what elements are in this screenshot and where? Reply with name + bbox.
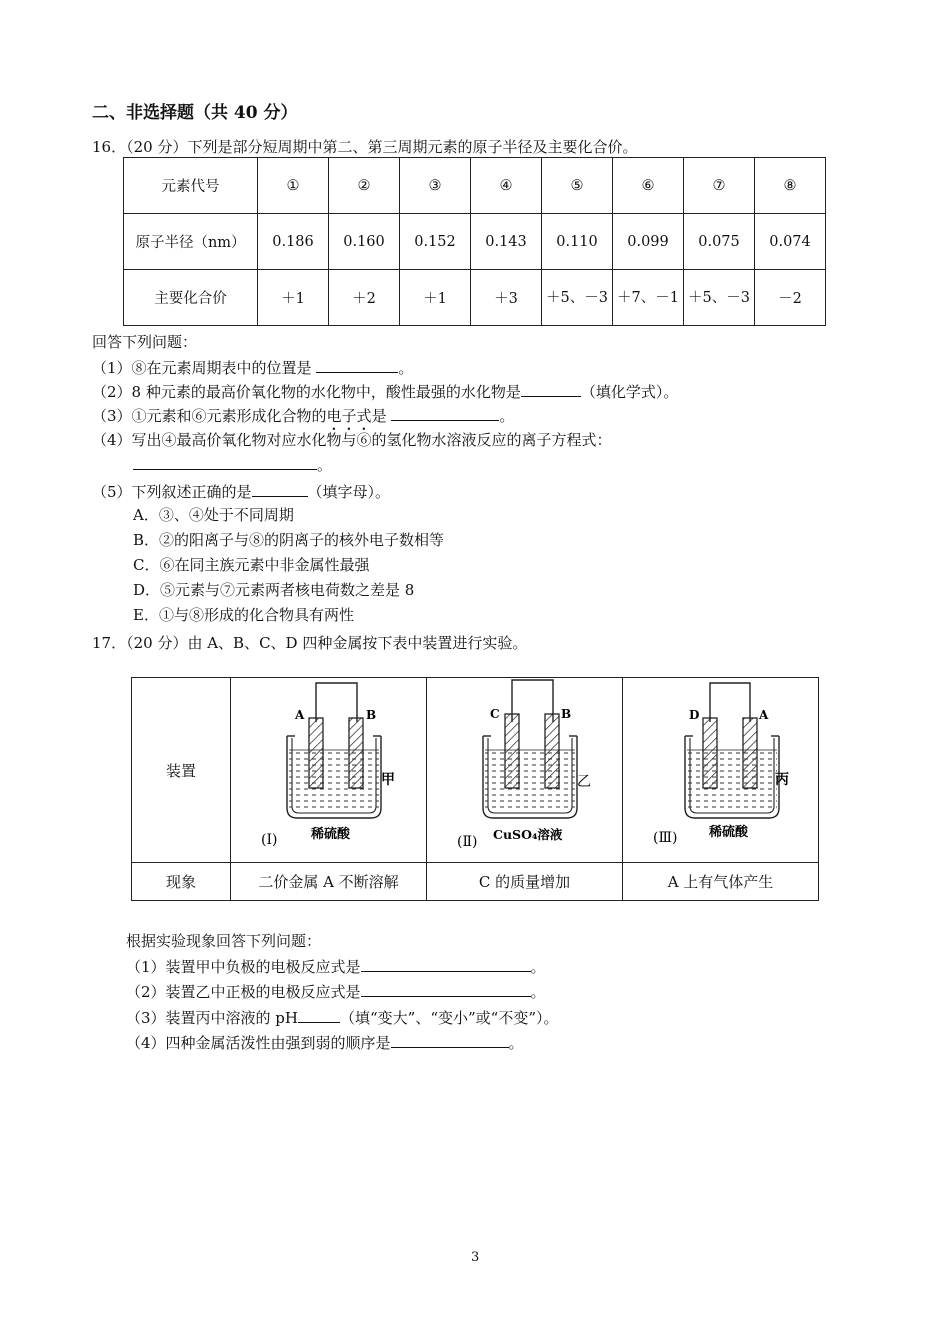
electrode-label-right: A: [759, 708, 769, 722]
answer-blank[interactable]: [361, 980, 531, 997]
q16-part-4-answer: [133, 453, 332, 475]
q16-p2-end: （填化学式）。: [580, 383, 679, 401]
code-cell: ⑥: [613, 158, 684, 214]
q17-part-2: [126, 980, 546, 1002]
device-tag: (Ⅰ): [261, 832, 278, 848]
device-1-diagram: [231, 678, 426, 858]
row-header-radius: 原子半径（nm）: [124, 214, 258, 270]
q17-part-3: [126, 1006, 559, 1028]
valence-cell: [684, 270, 755, 326]
section-title: 二、非选择题（共 40 分）: [92, 103, 298, 123]
code-cell: ⑧: [755, 158, 826, 214]
phenomenon-row: [132, 863, 819, 901]
table-row-codes: [124, 158, 826, 214]
answer-blank[interactable]: [361, 955, 531, 972]
solution-label: 稀硫酸: [311, 827, 351, 842]
answer-blank[interactable]: [521, 380, 581, 397]
option-b: B．②的阳离子与⑧的阴离子的核外电子数相等: [133, 531, 445, 549]
q17-p3-text: （3）装置丙中溶液的 pH: [126, 1009, 298, 1027]
code-cell: ⑤: [542, 158, 613, 214]
q16-p3-emphasis: 电子式: [326, 407, 372, 425]
valence-cell: ＋3: [471, 270, 542, 326]
q16-p5-text: （5）下列叙述正确的是: [92, 483, 252, 501]
q17-p1-text: （1）装置甲中负极的电极反应式是: [126, 958, 361, 976]
phenomenon-cell: C 的质量增加: [427, 863, 623, 901]
answer-blank[interactable]: [133, 453, 317, 470]
radius-cell: 0.160: [329, 214, 400, 270]
radius-cell: 0.099: [613, 214, 684, 270]
valence-text: ＋5、－3: [688, 289, 750, 306]
device-2-diagram: [427, 678, 622, 858]
device-tag: (Ⅲ): [653, 830, 678, 846]
electrode-label-right: B: [366, 708, 377, 722]
device-name: 乙: [577, 774, 591, 790]
q17-part-1: [126, 955, 546, 977]
q16-intro: 16．（20 分）下列是部分短周期中第二、第三周期元素的原子半径及主要化合价。: [92, 138, 638, 156]
option-e: E．①与⑧形成的化合物具有两性: [133, 606, 354, 624]
radius-cell: 0.075: [684, 214, 755, 270]
answer-blank[interactable]: [252, 480, 308, 497]
q17-p3-end: （填“变大”、“变小”或“不变”）。: [340, 1009, 559, 1027]
phenomenon-cell: 二价金属 A 不断溶解: [231, 863, 427, 901]
page-number: 3: [471, 1250, 480, 1265]
valence-text: ＋5、－3: [546, 289, 608, 306]
q17-p4-end: 。: [508, 1034, 524, 1052]
device-2-cell: [427, 678, 623, 863]
element-table: [123, 157, 826, 326]
radius-cell: 0.143: [471, 214, 542, 270]
q16-p3-end: 。: [499, 407, 515, 425]
q17-part-4: [126, 1031, 524, 1053]
solution-label: 稀硫酸: [709, 825, 749, 840]
electrode-label-left: D: [689, 708, 700, 722]
row-header-code: 元素代号: [124, 158, 258, 214]
phenomenon-cell: A 上有气体产生: [623, 863, 819, 901]
code-cell: ④: [471, 158, 542, 214]
valence-text: ＋7、－1: [617, 289, 679, 306]
device-3-cell: [623, 678, 819, 863]
device-row: [132, 678, 819, 863]
electrode-label-left: A: [295, 708, 305, 722]
radius-cell: 0.074: [755, 214, 826, 270]
device-tag: (Ⅱ): [457, 834, 478, 850]
table-row-valence: [124, 270, 826, 326]
code-cell: ③: [400, 158, 471, 214]
option-a: A．③、④处于不同周期: [133, 506, 294, 524]
radius-cell: 0.186: [258, 214, 329, 270]
electrode-label-right: B: [561, 707, 572, 721]
code-cell: ①: [258, 158, 329, 214]
device-1-cell: [231, 678, 427, 863]
valence-cell: ＋2: [329, 270, 400, 326]
q16-p2-text: （2）8 种元素的最高价氧化物的水化物中，酸性最强的水化物是: [92, 383, 521, 401]
q17-answer-prompt: 根据实验现象回答下列问题：: [126, 932, 322, 950]
code-cell: ⑦: [684, 158, 755, 214]
valence-cell: [542, 270, 613, 326]
valence-cell: ＋1: [400, 270, 471, 326]
q16-p3-text: （3）①元素和⑥元素形成化合物的: [92, 407, 327, 425]
device-3-diagram: [623, 678, 818, 858]
q16-part-5: [92, 480, 390, 502]
answer-blank[interactable]: [391, 404, 499, 421]
q16-answer-prompt: 回答下列问题：: [92, 333, 198, 351]
radius-cell: 0.110: [542, 214, 613, 270]
row-label-device: 装置: [132, 678, 231, 863]
valence-cell: ＋1: [258, 270, 329, 326]
q17-p4-text: （4）四种金属活泼性由强到弱的顺序是: [126, 1034, 391, 1052]
q17-p2-text: （2）装置乙中正极的电极反应式是: [126, 983, 361, 1001]
row-label-phenomenon: 现象: [132, 863, 231, 901]
q16-p1-end: 。: [398, 359, 414, 377]
q16-p5-end: （填字母）。: [307, 483, 391, 501]
radius-cell: 0.152: [400, 214, 471, 270]
q16-p4-end: 。: [317, 456, 333, 474]
q17-p1-end: 。: [530, 958, 546, 976]
q16-part-2: [92, 380, 678, 402]
experiment-table: [131, 677, 819, 901]
q17-intro: 17．（20 分）由 A、B、C、D 四种金属按下表中装置进行实验。: [92, 634, 528, 652]
option-d: D．⑤元素与⑦元素两者核电荷数之差是 8: [133, 581, 415, 599]
answer-blank[interactable]: [298, 1006, 340, 1023]
row-header-valence: 主要化合价: [124, 270, 258, 326]
q16-part-4: （4）写出④最高价氧化物对应水化物与⑥的氢化物水溶液反应的离子方程式：: [92, 431, 612, 449]
answer-blank[interactable]: [316, 356, 398, 373]
solution-label: CuSO₄溶液: [493, 827, 563, 842]
q16-p3-text-b: 是: [371, 407, 392, 425]
q16-p1-text: （1）⑧在元素周期表中的位置是: [92, 359, 317, 377]
device-name: 丙: [775, 772, 789, 788]
option-c: C．⑥在同主族元素中非金属性最强: [133, 556, 370, 574]
code-cell: ②: [329, 158, 400, 214]
q17-p2-end: 。: [530, 983, 546, 1001]
valence-cell: [613, 270, 684, 326]
valence-cell: －2: [755, 270, 826, 326]
electrode-label-left: C: [490, 707, 500, 721]
table-row-radius: [124, 214, 826, 270]
device-name: 甲: [381, 772, 395, 788]
answer-blank[interactable]: [391, 1031, 509, 1048]
q16-part-1: [92, 356, 413, 378]
